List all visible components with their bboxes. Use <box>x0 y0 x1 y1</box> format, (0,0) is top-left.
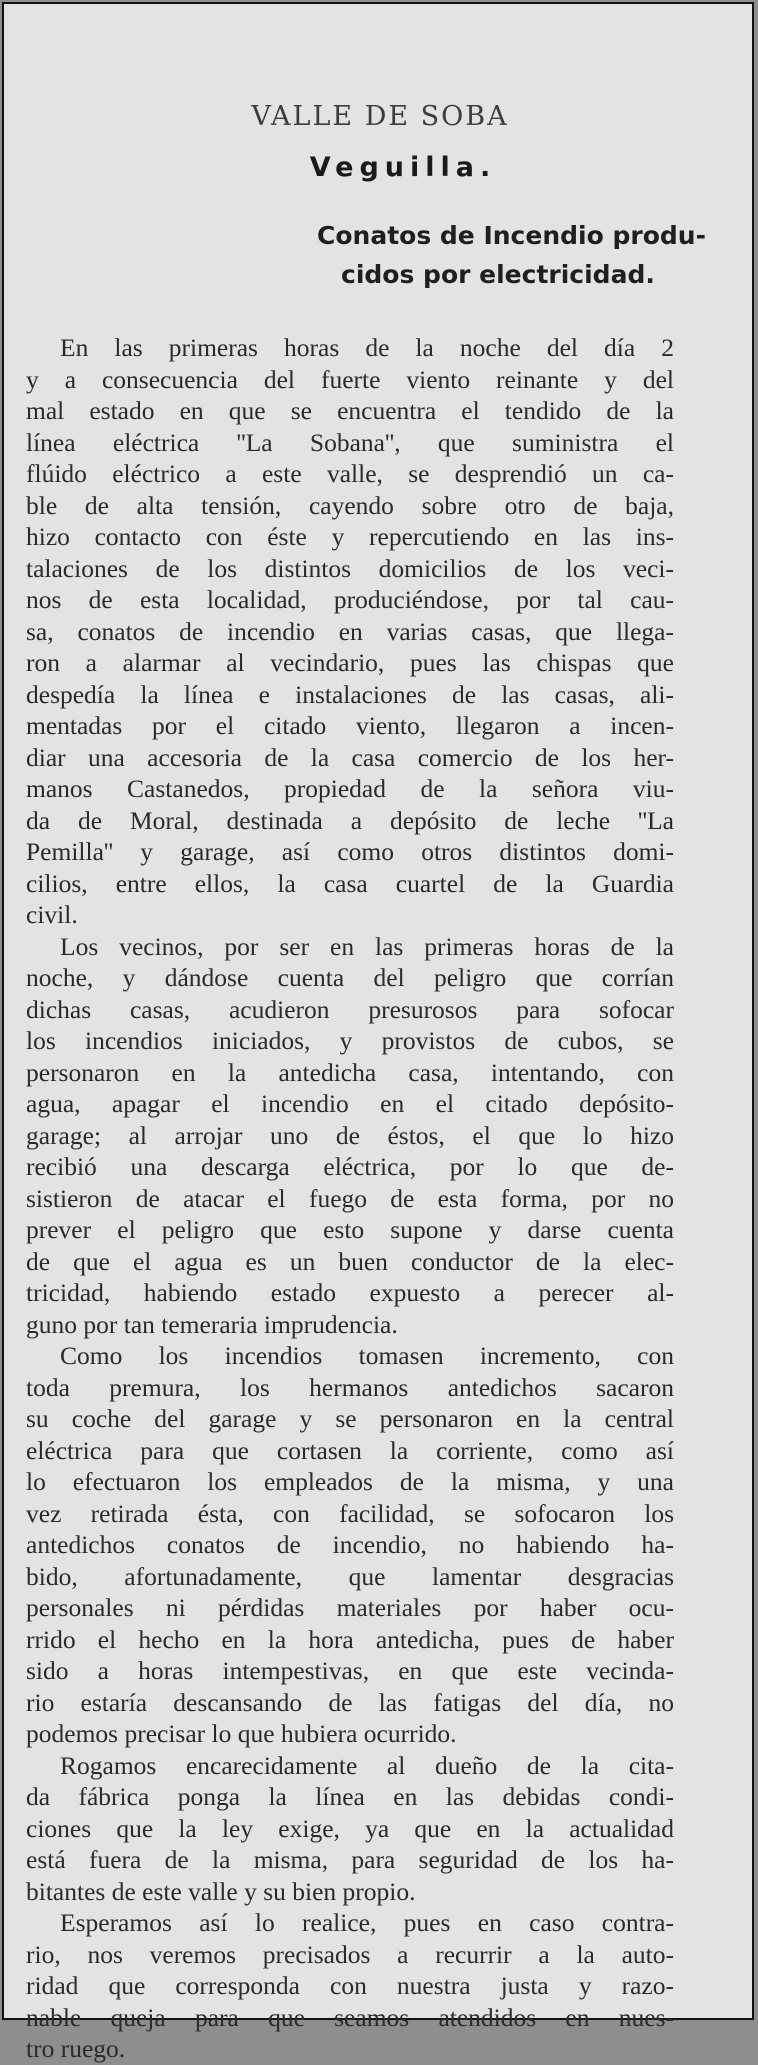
paragraph-line: tro ruego. <box>26 2034 126 2063</box>
article-paragraph <box>26 332 674 931</box>
headline-line: cidos por electricidad. <box>341 260 655 289</box>
paragraph-line: Como los incendios tomasen incremento, con <box>60 1341 674 1370</box>
paragraph-line: prever el peligro que esto supone y darse cuenta <box>26 1215 674 1244</box>
paragraph-line: podemos precisar lo que hubiera ocurrido. <box>26 1719 457 1748</box>
article-paragraph <box>26 1750 674 1908</box>
paragraph-line: Los vecinos, por ser en las primeras horas de la <box>60 931 674 961</box>
paragraph-line: recibió una descarga eléctrica, por lo que de- <box>26 1152 674 1181</box>
place-subtitle: Veguilla. <box>309 152 497 183</box>
paragraph-line: toda premura, los hermanos antedichos sacaron <box>26 1372 674 1402</box>
paragraph-line: noche, y dándose cuenta del peligro que corrían <box>26 963 674 992</box>
paragraph-line: de que el agua es un buen conductor de la elec- <box>26 1246 674 1276</box>
article-paragraph <box>26 1907 674 2065</box>
article-headline <box>317 216 706 294</box>
article-body <box>26 332 674 2065</box>
paragraph-line: personales ni pérdidas materiales por haber ocu- <box>26 1593 674 1622</box>
paragraph-line: ron a alarmar al vecindario, pues las chispas que <box>26 648 674 677</box>
paragraph-line: su coche del garage y se personaron en la central <box>26 1404 674 1433</box>
paragraph-line: da fábrica ponga la línea en las debidas condi- <box>26 1782 674 1811</box>
paragraph-line: vez retirada ésta, con facilidad, se sofocaron los <box>26 1498 674 1528</box>
paragraph-line: bitantes de este valle y su bien propio. <box>26 1876 416 1906</box>
paragraph-line: sa, conatos de incendio en varias casas, que llega- <box>26 616 674 646</box>
paragraph-line: ble de alta tensión, cayendo sobre otro de baja, <box>26 490 674 520</box>
paragraph-line: Rogamos encarecidamente al dueño de la cita- <box>60 1750 674 1780</box>
paragraph-line: rio estaría descansando de las fatigas del día, no <box>26 1687 674 1717</box>
paragraph-line: despedía la línea e instalaciones de las casas, ali- <box>26 679 674 709</box>
paragraph-line: antedichos conatos de incendio, no habiendo ha- <box>26 1530 674 1559</box>
paragraph-line: diar una accesoria de la casa comercio de los her- <box>26 742 674 772</box>
paragraph-line: ciones que la ley exige, ya que en la actualidad <box>26 1813 674 1843</box>
paragraph-line: manos Castanedos, propiedad de la señora viu- <box>26 774 674 803</box>
article-paragraph <box>26 1340 674 1750</box>
paragraph-line: dichas casas, acudieron presurosos para sofocar <box>26 994 674 1024</box>
paragraph-line: flúido eléctrico a este valle, se desprendió un ca- <box>26 459 674 488</box>
paragraph-line: sido a horas intempestivas, en que este vecinda- <box>26 1656 674 1685</box>
paragraph-line: Esperamos así lo realice, pues en caso contra- <box>60 1908 674 1937</box>
paragraph-line: línea eléctrica ''La Sobana'', que suministra el <box>26 427 674 457</box>
paragraph-line: rio, nos veremos precisados a recurrir a la auto- <box>26 1939 674 1969</box>
newspaper-clipping <box>2 2 754 2063</box>
paragraph-line: tricidad, habiendo estado expuesto a perecer al- <box>26 1278 674 1307</box>
paragraph-line: lo efectuaron los empleados de la misma, y una <box>26 1467 674 1496</box>
paragraph-line: civil. <box>26 900 78 929</box>
paragraph-line: hizo contacto con éste y repercutiendo en las ins- <box>26 522 674 551</box>
article-paragraph <box>26 931 674 1341</box>
paragraph-line: garage; al arrojar uno de éstos, el que lo hizo <box>26 1120 674 1150</box>
paragraph-line: ridad que corresponda con nuestra justa y razo- <box>26 1971 674 2000</box>
paragraph-line: rrido el hecho en la hora antedicha, pues de haber <box>26 1624 674 1654</box>
headline-line: Conatos de Incendio produ- <box>317 221 706 250</box>
paragraph-line: mentadas por el citado viento, llegaron a incen- <box>26 711 674 740</box>
paragraph-line: está fuera de la misma, para seguridad de los ha- <box>26 1845 674 1874</box>
paragraph-line: eléctrica para que cortasen la corriente, como así <box>26 1435 674 1465</box>
paragraph-line: nable queja para que seamos atendidos en nues- <box>26 2002 674 2032</box>
paragraph-line: da de Moral, destinada a depósito de leche ''La <box>26 805 674 835</box>
paragraph-line: nos de esta localidad, produciéndose, por tal cau- <box>26 585 674 614</box>
paragraph-line: bido, afortunadamente, que lamentar desgracias <box>26 1561 674 1591</box>
paragraph-line: los incendios iniciados, y provistos de cubos, se <box>26 1026 674 1055</box>
paragraph-line: mal estado en que se encuentra el tendido de la <box>26 396 674 425</box>
paragraph-line: En las primeras horas de la noche del día 2 <box>60 333 674 362</box>
paragraph-line: talaciones de los distintos domicilios de los veci- <box>26 553 674 583</box>
paragraph-line: Pemilla'' y garage, así como otros distintos domi- <box>26 837 674 866</box>
paragraph-line: cilios, entre ellos, la casa cuartel de la Guardia <box>26 868 674 898</box>
section-title: VALLE DE SOBA <box>251 101 509 132</box>
paragraph-line: sistieron de atacar el fuego de esta forma, por no <box>26 1183 674 1213</box>
paragraph-line: y a consecuencia del fuerte viento reinante y del <box>26 364 674 394</box>
paragraph-line: agua, apagar el incendio en el citado depósito- <box>26 1089 674 1118</box>
paragraph-line: guno por tan temeraria imprudencia. <box>26 1309 398 1339</box>
paragraph-line: personaron en la antedicha casa, intentando, con <box>26 1057 674 1087</box>
